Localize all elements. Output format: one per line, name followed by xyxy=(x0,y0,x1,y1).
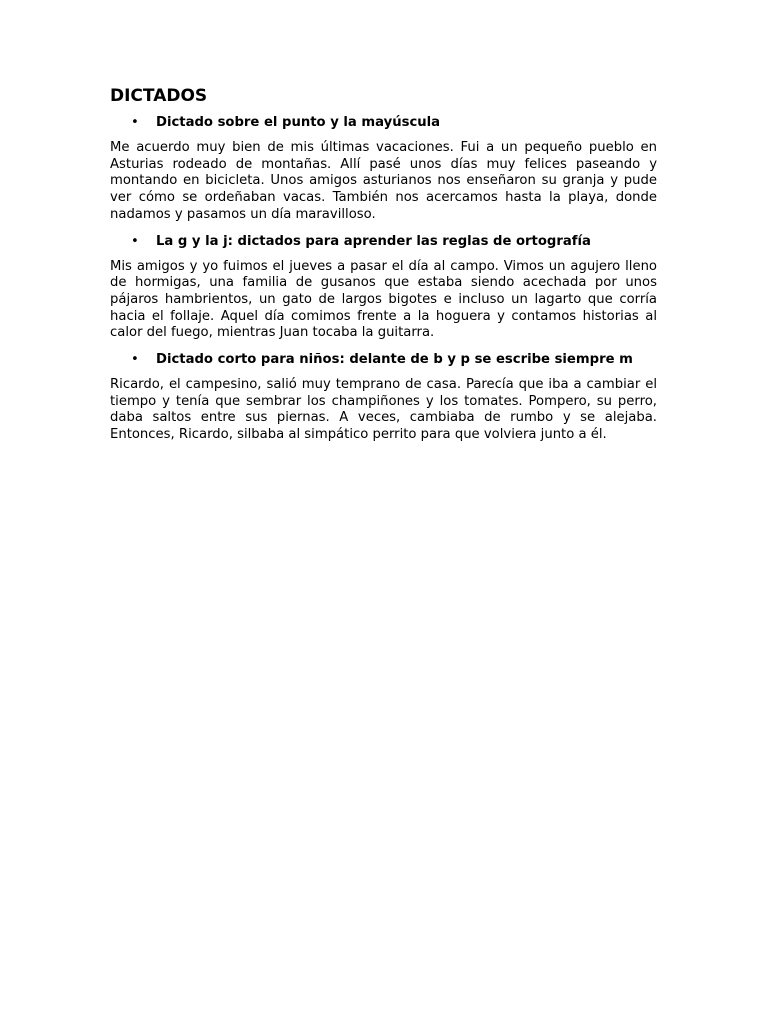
section-heading-m-antes-b-p xyxy=(110,351,657,368)
section-heading-text: Dictado corto para niños: delante de b y p se escribe siempre m xyxy=(156,352,633,368)
bullet-icon: • xyxy=(131,115,139,130)
bullet-icon: • xyxy=(131,352,139,368)
section-heading-punto-mayuscula xyxy=(110,114,657,131)
document-page xyxy=(110,86,657,453)
section-heading-text: Dictado sobre el punto y la mayúscula xyxy=(156,115,441,130)
document-title: DICTADOS xyxy=(110,86,208,106)
section-paragraph-g-y-j: Mis amigos y yo fuimos el jueves a pasar el día al campo. Vimos un agujero lleno de hormigas, una familia de gusanos que estaba siendo acechada por unos pájaros hambrientos, un gato de largos bigotes e incluso un lagarto que corría hacia el follaje. Aquel día comimos frente a la hoguera y contamos historias al calor del fuego, mientras Juan tocaba la guitarra. xyxy=(110,258,657,341)
bullet-icon: • xyxy=(131,233,139,249)
section-paragraph-punto-mayuscula: Me acuerdo muy bien de mis últimas vacaciones. Fui a un pequeño pueblo en Asturias rodeado de montañas. Allí pasé unos días muy felices paseando y montando en bicicleta. Unos amigos asturianos nos enseñaron su granja y pude ver cómo se ordeñaban vacas. También nos acercamos hasta la playa, donde nadamos y pasamos un día maravilloso. xyxy=(110,140,657,222)
section-heading-g-y-j xyxy=(110,233,657,250)
section-paragraph-m-antes-b-p: Ricardo, el campesino, salió muy temprano de casa. Parecía que iba a cambiar el tiempo y tenía que sembrar los champiñones y los tomates. Pompero, su perro, daba saltos entre sus piernas. A veces, cambiaba de rumbo y se alejaba. Entonces, Ricardo, silbaba al simpático perrito para que volviera junto a él. xyxy=(110,377,657,443)
section-heading-text: La g y la j: dictados para aprender las reglas de ortografía xyxy=(156,233,591,249)
